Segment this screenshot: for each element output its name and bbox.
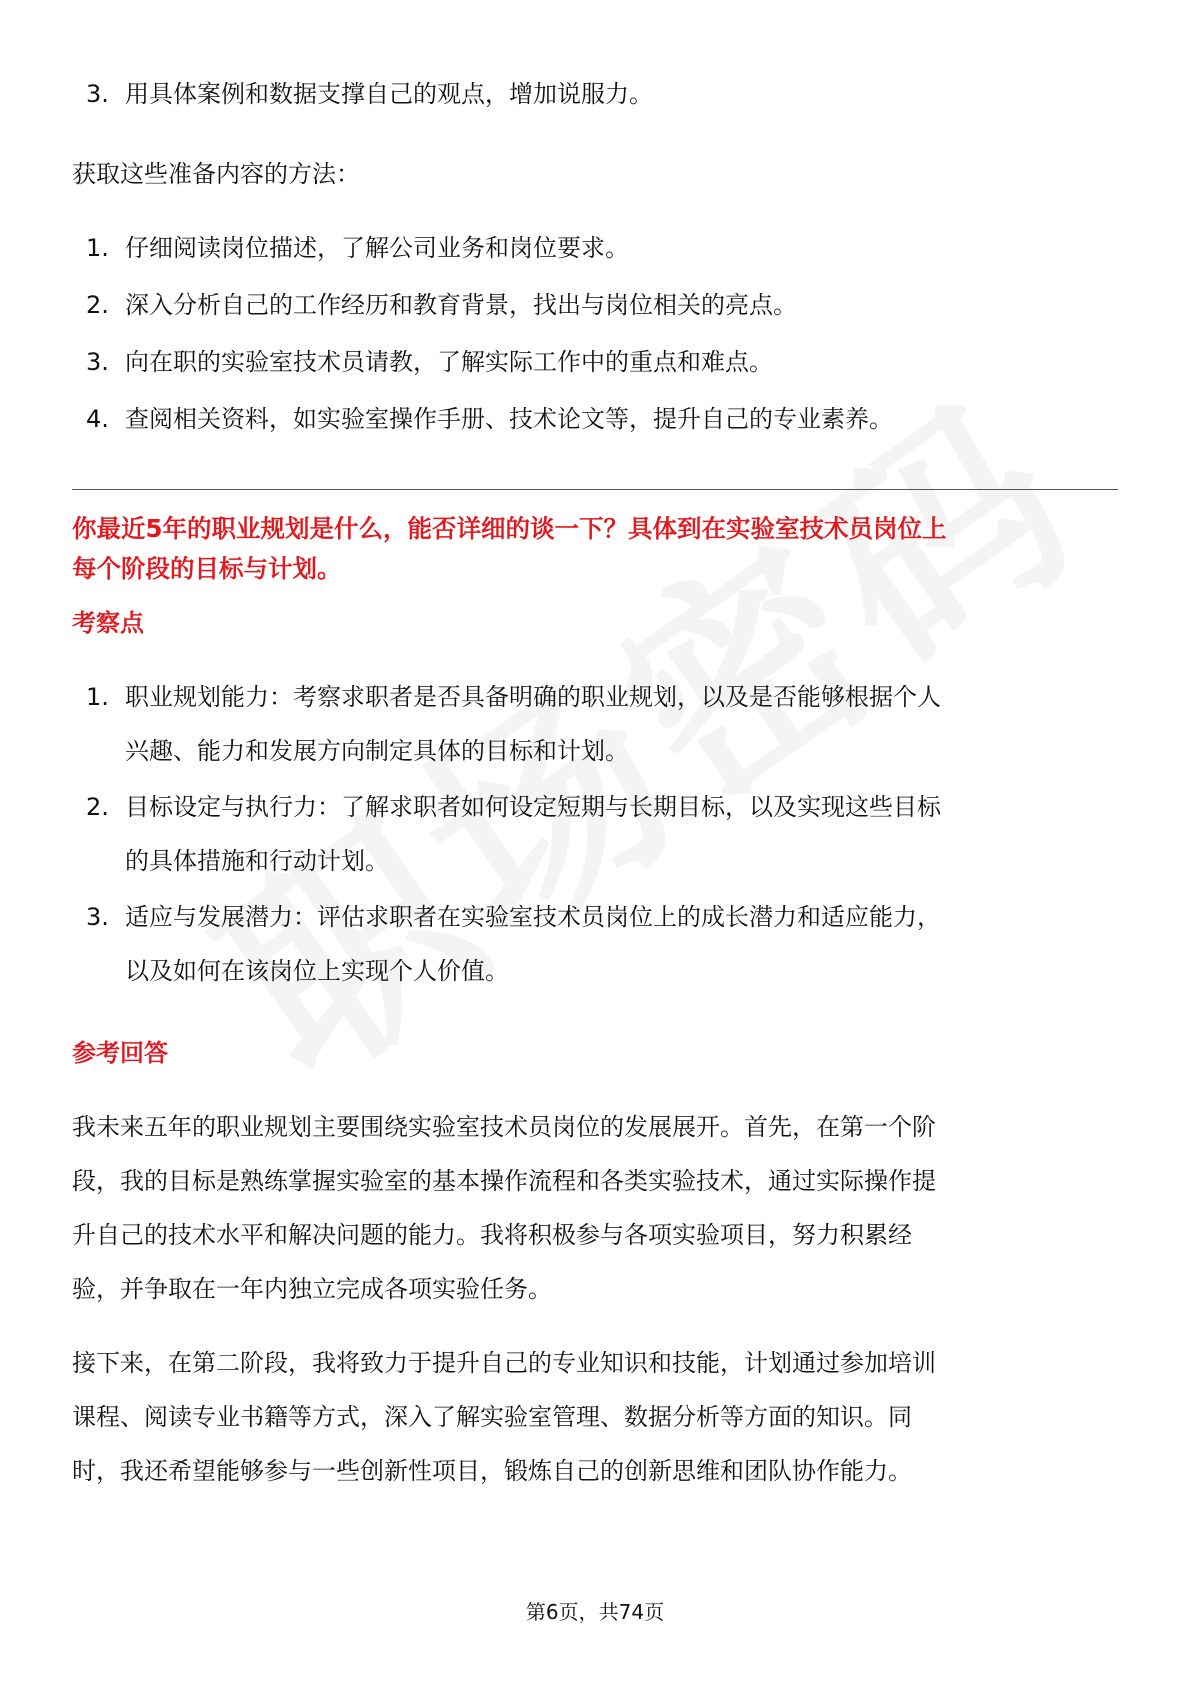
list-number: 4. [86, 405, 109, 433]
list-item [72, 897, 1118, 991]
list-number: 2. [86, 793, 109, 821]
answer-paragraph [72, 1107, 1118, 1309]
list-text-line: 适应与发展潜力：评估求职者在实验室技术员岗位上的成长潜力和适应能力， [125, 903, 941, 931]
list-text-line: 以及如何在该岗位上实现个人价值。 [125, 957, 509, 985]
answer-line: 我未来五年的职业规划主要围绕实验室技术员岗位的发展展开。首先，在第一个阶 [72, 1113, 936, 1141]
list-text-line: 职业规划能力：考察求职者是否具备明确的职业规划，以及是否能够根据个人 [125, 683, 941, 711]
list-number: 3. [86, 903, 109, 931]
list-item [72, 285, 1118, 325]
answer-line: 时，我还希望能够参与一些创新性项目，锻炼自己的创新思维和团队协作能力。 [72, 1457, 912, 1485]
question-title [72, 509, 1118, 589]
answer-line: 课程、阅读专业书籍等方式，深入了解实验室管理、数据分析等方面的知识。同 [72, 1403, 912, 1431]
methods-list [72, 228, 1118, 439]
list-item [72, 677, 1118, 771]
list-text: 深入分析自己的工作经历和教育背景，找出与岗位相关的亮点。 [125, 291, 797, 319]
list-text: 向在职的实验室技术员请教，了解实际工作中的重点和难点。 [125, 348, 773, 376]
question-line: 你最近5年的职业规划是什么，能否详细的谈一下？具体到在实验室技术员岗位上 [72, 514, 947, 543]
list-number: 3. [86, 80, 109, 108]
preparation-list-continued [72, 74, 1118, 114]
list-text-line: 兴趣、能力和发展方向制定具体的目标和计划。 [125, 737, 629, 765]
list-number: 1. [86, 234, 109, 262]
list-number: 1. [86, 683, 109, 711]
focus-list [72, 677, 1118, 991]
focus-heading: 考察点 [72, 609, 144, 637]
list-text: 用具体案例和数据支撑自己的观点，增加说服力。 [125, 80, 653, 108]
answer-line: 验，并争取在一年内独立完成各项实验任务。 [72, 1275, 552, 1303]
page-number-footer: 第6页，共74页 [525, 1600, 665, 1624]
list-item [72, 228, 1118, 268]
question-line: 每个阶段的目标与计划。 [72, 554, 342, 583]
answer-paragraph [72, 1343, 1118, 1491]
list-text-line: 目标设定与执行力：了解求职者如何设定短期与长期目标，以及实现这些目标 [125, 793, 941, 821]
list-number: 2. [86, 291, 109, 319]
list-text: 仔细阅读岗位描述，了解公司业务和岗位要求。 [125, 234, 629, 262]
list-item [72, 787, 1118, 881]
answer-line: 接下来，在第二阶段，我将致力于提升自己的专业知识和技能，计划通过参加培训 [72, 1349, 936, 1377]
answer-line: 升自己的技术水平和解决问题的能力。我将积极参与各项实验项目，努力积累经 [72, 1221, 912, 1249]
list-number: 3. [86, 348, 109, 376]
list-item [72, 74, 1118, 114]
list-text-line: 的具体措施和行动计划。 [125, 847, 389, 875]
methods-heading: 获取这些准备内容的方法： [72, 160, 360, 188]
list-item [72, 399, 1118, 439]
answer-heading: 参考回答 [72, 1039, 168, 1067]
section-divider [72, 489, 1118, 490]
list-text: 查阅相关资料，如实验室操作手册、技术论文等，提升自己的专业素养。 [125, 405, 893, 433]
list-item [72, 342, 1118, 382]
answer-line: 段，我的目标是熟练掌握实验室的基本操作流程和各类实验技术，通过实际操作提 [72, 1167, 936, 1195]
page-content [72, 74, 1118, 1491]
